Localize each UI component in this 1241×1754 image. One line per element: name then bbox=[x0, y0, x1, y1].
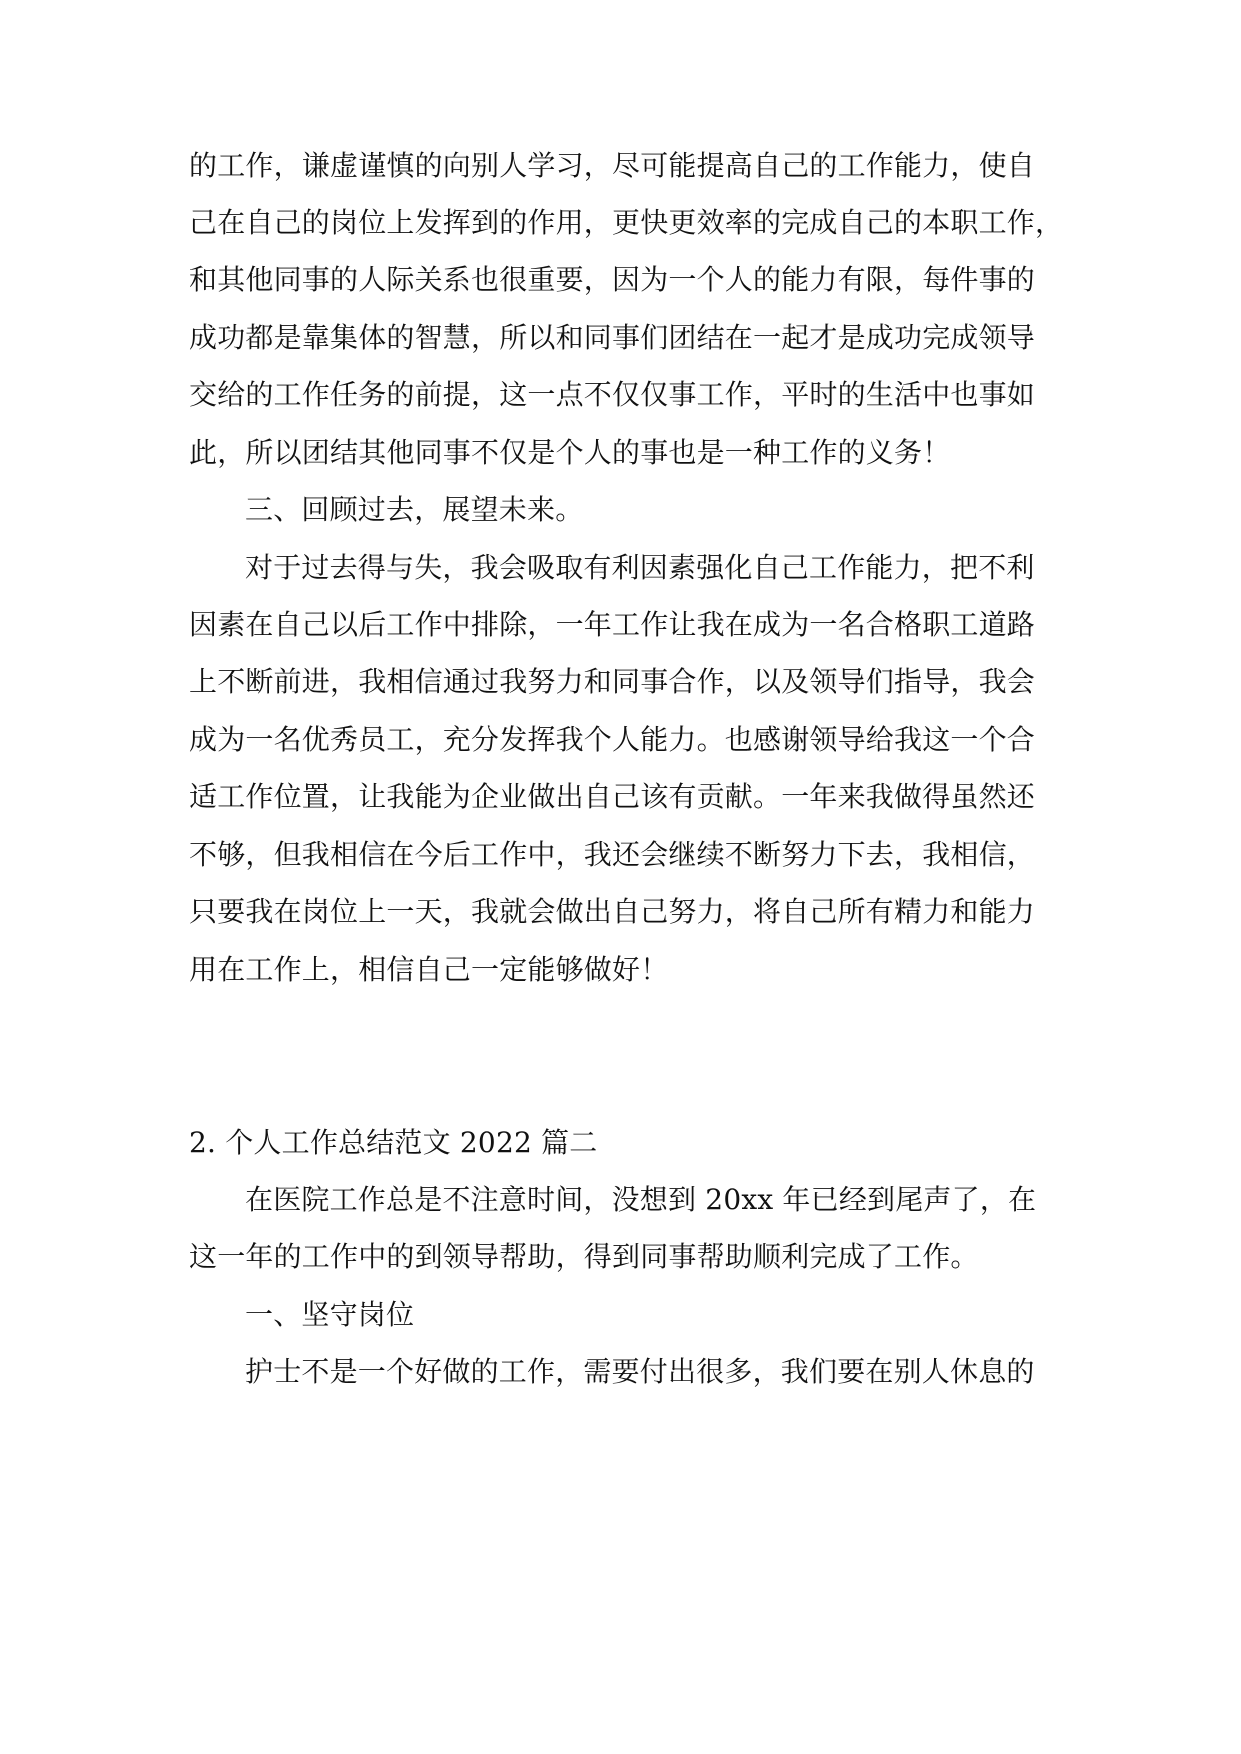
paragraph-line: 此，所以团结其他同事不仅是个人的事也是一种工作的义务！ bbox=[189, 436, 951, 469]
article-title: 2. 个人工作总结范文 2022 篇二 bbox=[189, 1126, 598, 1159]
paragraph-line: 对于过去得与失，我会吸取有利因素强化自己工作能力，把不利 bbox=[245, 551, 1035, 584]
paragraph-line: 上不断前进，我相信通过我努力和同事合作，以及领导们指导，我会 bbox=[189, 665, 1036, 698]
paragraph-line: 己在自己的岗位上发挥到的作用，更快更效率的完成自己的本职工作， bbox=[189, 206, 1064, 239]
paragraph-line: 交给的工作任务的前提，这一点不仅仅事工作，平时的生活中也事如 bbox=[189, 378, 1036, 411]
paragraph-line: 用在工作上，相信自己一定能够做好！ bbox=[189, 953, 669, 986]
paragraph-line: 和其他同事的人际关系也很重要，因为一个人的能力有限，每件事的 bbox=[189, 263, 1036, 296]
paragraph-line: 在医院工作总是不注意时间，没想到 20xx 年已经到尾声了，在 bbox=[245, 1183, 1037, 1216]
paragraph-line: 成为一名优秀员工，充分发挥我个人能力。也感谢领导给我这一个合 bbox=[189, 723, 1036, 756]
paragraph-line: 只要我在岗位上一天，我就会做出自己努力，将自己所有精力和能力 bbox=[189, 895, 1036, 928]
section-heading: 一、坚守岗位 bbox=[245, 1298, 415, 1331]
paragraph-line: 成功都是靠集体的智慧，所以和同事们团结在一起才是成功完成领导 bbox=[189, 321, 1036, 354]
paragraph-line: 这一年的工作中的到领导帮助，得到同事帮助顺利完成了工作。 bbox=[189, 1240, 979, 1273]
paragraph-line: 不够，但我相信在今后工作中，我还会继续不断努力下去，我相信， bbox=[189, 838, 1036, 871]
paragraph-line: 适工作位置，让我能为企业做出自己该有贡献。一年来我做得虽然还 bbox=[189, 780, 1036, 813]
paragraph-line: 因素在自己以后工作中排除，一年工作让我在成为一名合格职工道路 bbox=[189, 608, 1036, 641]
paragraph-line: 护士不是一个好做的工作，需要付出很多，我们要在别人休息的 bbox=[245, 1355, 1035, 1388]
paragraph-line: 的工作，谦虚谨慎的向别人学习，尽可能提高自己的工作能力，使自 bbox=[189, 149, 1036, 182]
section-heading: 三、回顾过去，展望未来。 bbox=[245, 493, 584, 526]
